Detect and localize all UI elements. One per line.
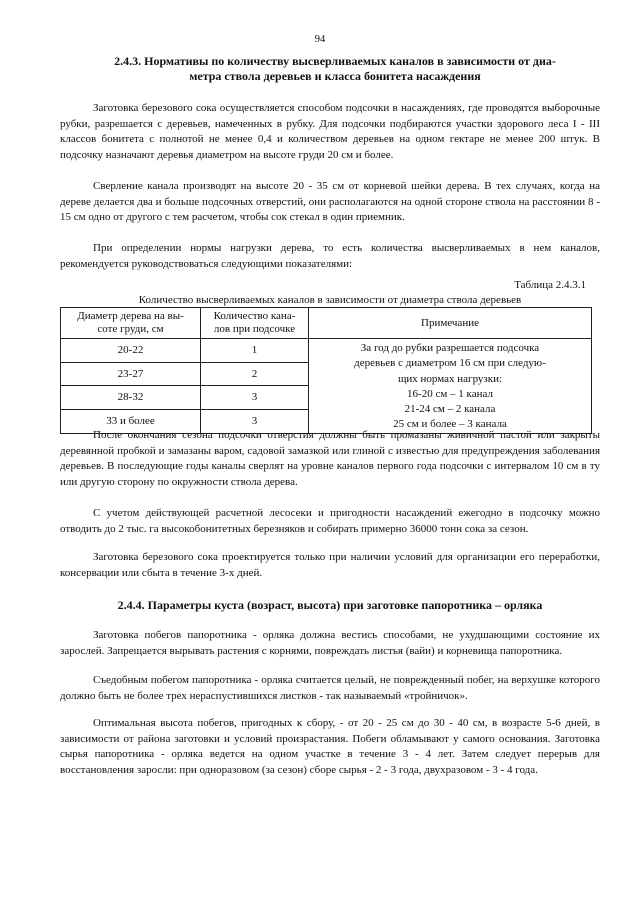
cell-diameter: 23-27 <box>61 362 201 386</box>
section-title-line-2: метра ствола деревьев и класса бонитета насаждения <box>189 69 481 83</box>
header-channels <box>201 308 309 339</box>
table-label: Таблица 2.4.3.1 <box>514 279 586 291</box>
note-line: 16-20 см – 1 канал <box>407 387 493 400</box>
section-title-2-4-4: 2.4.4. Параметры куста (возраст, высота) при заготовке папоротника – орляка <box>117 598 543 612</box>
cell-diameter: 28-32 <box>61 386 201 410</box>
paragraph-fern-harvest: Заготовка побегов папоротника - орляка должна вестись способами, не ухудшающими состояние их зарослей. Запрещается вырывать растения с корнями, повреждать листья (вайи) и корневища папоротника. <box>60 629 600 657</box>
header-note: Примечание <box>309 308 592 339</box>
paragraph-birch-sap-harvest: Заготовка березового сока осуществляется способом подсочки в насаждениях, где проводятся выборочные рубки, разрешается с деревьев, намеченных в рубку. Для подсочки подбираются участки здорового леса I - III классов бонитета с полнотой не менее 0,4 и количеством деревьев на одном гектаре не менее 200 штук. В подсочку назначают деревья диаметром на высоте груди 20 см и более. <box>60 102 600 161</box>
table-caption: Количество высверливаемых каналов в зависимости от диаметра ствола деревьев <box>138 294 522 306</box>
paragraph-drilling-height: Сверление канала производят на высоте 20 - 35 см от корневой шейки дерева. В тех случаях, когда на дереве делается два и больше подсочных отверстий, они располагаются на одной стороне ствола на расстоянии 8 - 15 см одно от другого с тем расчетом, чтобы сок стекал в один приемник. <box>60 180 600 224</box>
header-diameter-line-2: соте груди, см <box>97 323 164 335</box>
note-line: За год до рубки разрешается подсочка <box>360 342 540 354</box>
header-diameter-line-1: Диаметр дерева на вы- <box>77 310 184 322</box>
header-channels-line-2: лов при подсочке <box>213 323 296 335</box>
cell-channels: 3 <box>201 386 309 410</box>
paragraph-load-norm: При определении нормы нагрузки дерева, то есть количества высверливаемых в нем каналов, рекомендуется руководствоваться следующими показателями: <box>60 242 600 270</box>
paragraph-edible-shoot: Съедобным побегом папоротника - орляка считается целый, не поврежденный побег, на верхушке которого должно быть не более трех нераспустившихся листков - так называемый «тройничок». <box>60 674 600 702</box>
cell-diameter: 20-22 <box>61 339 201 363</box>
section-title-line-1: 2.4.3. Нормативы по количеству высверливаемых каналов в зависимости от диа- <box>114 54 556 68</box>
cell-diameter: 33 и более <box>61 410 201 434</box>
cell-channels: 2 <box>201 362 309 386</box>
channels-table <box>60 307 592 434</box>
cell-note <box>309 339 592 434</box>
section-title-2-4-3 <box>70 54 600 84</box>
page-number: 94 <box>314 34 326 45</box>
paragraph-cutting-area: С учетом действующей расчетной лесосеки и пригодности насаждений ежегодно в подсочку можно отводить до 2 тыс. га высокобонитетных березняков и собирать примерно 36000 тонн сока за сезон. <box>60 507 600 535</box>
header-channels-line-1: Количество кана- <box>213 310 296 322</box>
paragraph-processing: Заготовка березового сока проектируется только при наличии условий для организации его переработки, консервации или сбыта в течение 3-х дней. <box>60 551 600 579</box>
note-line: 21-24 см – 2 канала <box>404 403 496 416</box>
cell-channels: 1 <box>201 339 309 363</box>
cell-channels: 3 <box>201 410 309 434</box>
table-header-row <box>61 308 592 339</box>
note-line: 25 см и более – 3 канала <box>393 418 507 431</box>
note-line: щих нормах нагрузки: <box>397 372 503 385</box>
header-diameter <box>61 308 201 339</box>
table-row <box>61 339 592 363</box>
paragraph-after-season: После окончания сезона подсочки отверстия должны быть промазаны живичной пастой или закрыты деревянной пробкой и замазаны варом, садовой замазкой или глиной с известью для предупреждения заболевания деревьев. В последующие годы каналы сверлят на уровне каналов первого года подсочки с интервалом 10 см в ту или другую сторону по окружности ствола дерева. <box>60 429 600 488</box>
note-line: деревьев с диаметром 16 см при следую- <box>354 357 546 370</box>
paragraph-optimal-height: Оптимальная высота побегов, пригодных к сбору, - от 20 - 25 см до 30 - 40 см, в возрасте 5-6 дней, в зависимости от района заготовки и условий произрастания. Побеги обламывают у самого основания. Заготовка сырья папоротника - орляка ведется на одном участке в течение 3 - 4 лет. Затем следует перерыв для восстановления заросли: при одноразовом (за сезон) сборе сырья - 2 - 3 года, двухразовом - 3 - 4 года. <box>60 717 600 776</box>
